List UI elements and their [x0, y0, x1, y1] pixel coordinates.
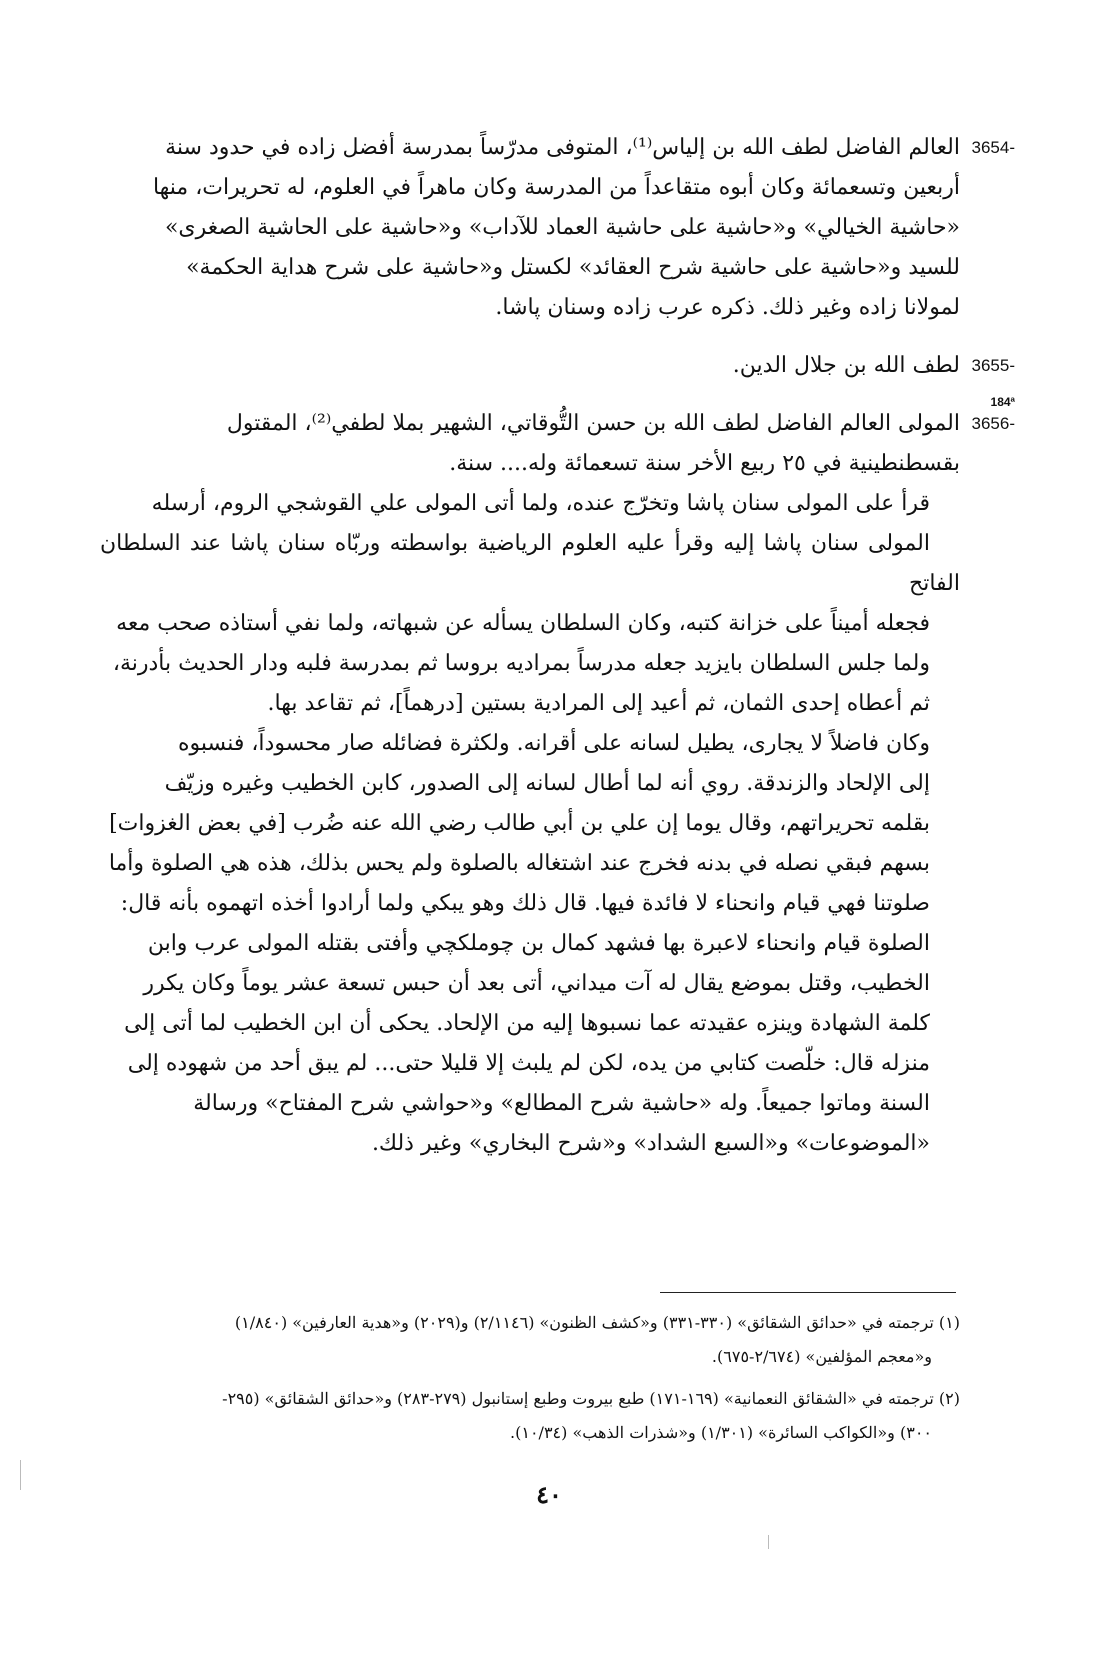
footnote-2: [100, 1382, 960, 1450]
text-line: كلمة الشهادة وينزه عقيدته عما نسبوها إليه من الإلحاد. يحكى أن ابن الخطيب لما أتى إلى: [124, 1011, 930, 1036]
text-line: المولى سنان پاشا إليه وقرأ عليه العلوم الرياضية بواسطته وربّاه سنان پاشا عند السلطان الفاتح: [100, 531, 960, 596]
footnote-1: [100, 1306, 960, 1374]
entry-3654: [100, 128, 1015, 328]
entry-text: [100, 128, 960, 328]
main-text: [100, 128, 1015, 1164]
text-line: أربعين وتسعمائة وكان أبوه متقاعداً من المدرسة وكان ماهراً في العلوم، له تحريرات، منها: [152, 175, 960, 200]
footnote-divider: [660, 1292, 956, 1293]
footnote-line: (١) ترجمته في «حدائق الشقائق» (٣٣٠-٣٣١) و«كشف الظنون» (٢/١١٤٦) و(٢٠٢٩) و«هدية العارفين» (١/٨٤٠): [234, 1313, 960, 1332]
entry-3655: [100, 346, 1015, 409]
text-line: صلوتنا فهي قيام وانحناء لا فائدة فيها. قال ذلك وهو يبكي ولما أرادوا أخذه اتهموه بأنه قال:: [120, 891, 930, 916]
folio-marker: 184ª: [990, 395, 1015, 409]
text-line: ولما جلس السلطان بايزيد جعله مدرساً بمراديه بروسا ثم بمدرسة فلبه ودار الحديث بأدرنة،: [112, 651, 930, 676]
text-line: المولى العالم الفاضل لطف الله بن حسن التُّوقاتي، الشهير بملا لطفي⁽²⁾، المقتول: [226, 411, 960, 436]
text-line: الصلوة قيام وانحناء لاعبرة بها فشهد كمال بن چوملكچي وأفتى بقتله المولى عرب وابن: [147, 931, 930, 956]
footnotes: [100, 1306, 960, 1458]
footnote-line: ٣٠٠) و«الكواكب السائرة» (١/٣٠١) و«شذرات الذهب» (١٠/٣٤).: [510, 1423, 932, 1442]
text-line: «حاشية الخيالي» و«حاشية على حاشية العماد للآداب» و«حاشية على الحاشية الصغرى»: [164, 215, 960, 240]
entry-number: 3655-: [971, 356, 1015, 375]
text-line: بسهم فبقي نصله في بدنه فخرج عند اشتغاله بالصلوة ولم يحس بذلك، هذه هي الصلوة وأما: [108, 851, 930, 876]
scan-mark: [768, 1535, 769, 1549]
text-line: لطف الله بن جلال الدين.: [732, 353, 960, 378]
text-line: لمولانا زاده وغير ذلك. ذكره عرب زاده وسنان پاشا.: [495, 295, 960, 320]
entry-number: 3656-: [971, 414, 1015, 433]
text-line: فجعله أميناً على خزانة كتبه، وكان السلطان يسأله عن شبهاته، ولما نفي أستاذه صحب معه: [116, 611, 930, 636]
text-line: بقلمه تحريراتهم، وقال يوما إن علي بن أبي طالب رضي الله عنه ضُرب [في بعض الغزوات]: [109, 811, 930, 836]
footnote-line: (٢) ترجمته في «الشقائق النعمانية» (١٦٩-١٧١) طبع بيروت وطبع إستانبول (٢٧٩-٢٨٣) و«حدائق الشقائق» (٢٩٥-: [222, 1389, 960, 1408]
text-line: «الموضوعات» و«السبع الشداد» و«شرح البخاري» وغير ذلك.: [371, 1131, 930, 1156]
paragraph: [100, 484, 960, 724]
text-line: العالم الفاضل لطف الله بن إلياس⁽¹⁾، المتوفى مدرّساً بمدرسة أفضل زاده في حدود سنة: [165, 135, 960, 160]
text-line: وكان فاضلاً لا يجارى، يطيل لسانه على أقرانه. ولكثرة فضائله صار محسوداً، فنسبوه: [178, 731, 930, 756]
scan-mark: [20, 1460, 21, 1490]
page-number: ٤٠: [536, 1480, 562, 1509]
footnote-line: و«معجم المؤلفين» (٢/٦٧٤-٦٧٥).: [711, 1347, 932, 1366]
text-line: السنة وماتوا جميعاً. وله «حاشية شرح المطالع» و«حواشي شرح المفتاح» ورسالة: [193, 1091, 930, 1116]
entry-text: [100, 404, 960, 484]
text-line: ثم أعطاه إحدى الثمان، ثم أعيد إلى المرادية بستين [درهماً]، ثم تقاعد بها.: [267, 691, 930, 716]
text-line: إلى الإلحاد والزندقة. روي أنه لما أطال لسانه إلى الصدور، كابن الخطيب وغيره وزيّف: [164, 771, 930, 796]
text-line: للسيد و«حاشية على حاشية شرح العقائد» لكستل و«حاشية على شرح هداية الحكمة»: [186, 255, 960, 280]
paragraph: [100, 724, 960, 1164]
text-line: منزله قال: خلّصت كتابي من يده، لكن لم يلبث إلا قليلا حتى... لم يبق أحد من شهوده إلى: [127, 1051, 930, 1076]
text-line: بقسطنطينية في ٢٥ ربيع الأخر سنة تسعمائة وله.... سنة.: [449, 451, 960, 476]
text-line: قرأ على المولى سنان پاشا وتخرّج عنده، ولما أتى المولى علي القوشجي الروم، أرسله: [151, 491, 930, 516]
text-line: الخطيب، وقتل بموضع يقال له آت ميداني، أتى بعد أن حبس تسعة عشر يوماً وكان يكرر: [143, 971, 930, 996]
entry-text: [100, 346, 960, 386]
entry-3656: [100, 404, 1015, 1164]
entry-number: 3654-: [971, 138, 1015, 157]
